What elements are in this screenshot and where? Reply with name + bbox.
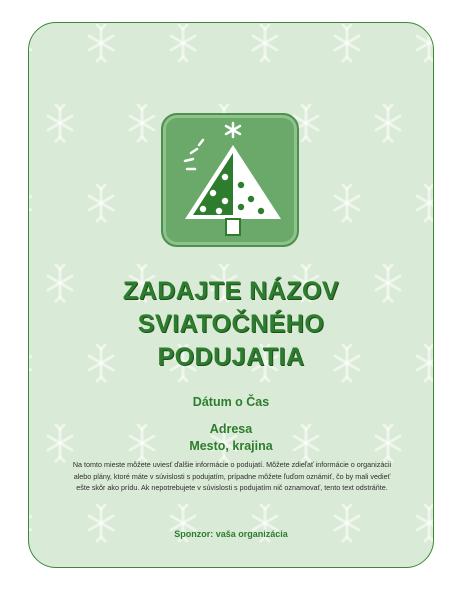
event-address: Adresa [209,422,253,436]
event-title-line-3: PODUJATIA [157,343,305,371]
christmas-tree-icon [161,113,299,247]
event-date-time: Dátum o Čas [192,395,270,409]
event-title [29,275,433,374]
event-sponsor: Sponzor: vaša organizácia [174,529,288,539]
event-title-line-1: ZADAJTE NÁZOV [122,277,340,305]
flyer-content [29,23,433,567]
event-description: Na tomto mieste môžete uviesť ďalšie informácie o podujatí. Môžete zdieľať informácie o organizácii alebo plány, ktoré máte v súvislosti s podujatím, prípadne môžete ľuďom oznámiť, čo by mali vedieť ešte skôr ako prídu. Ak nepotrebujete v súvislosti s podujatím nič oznamovať, tento text odstráňte. [72,460,392,492]
flyer-card [28,22,434,568]
event-city-country: Mesto, krajina [189,439,273,453]
event-location [29,421,433,455]
event-title-line-2: SVIATOČNÉHO [137,310,325,338]
